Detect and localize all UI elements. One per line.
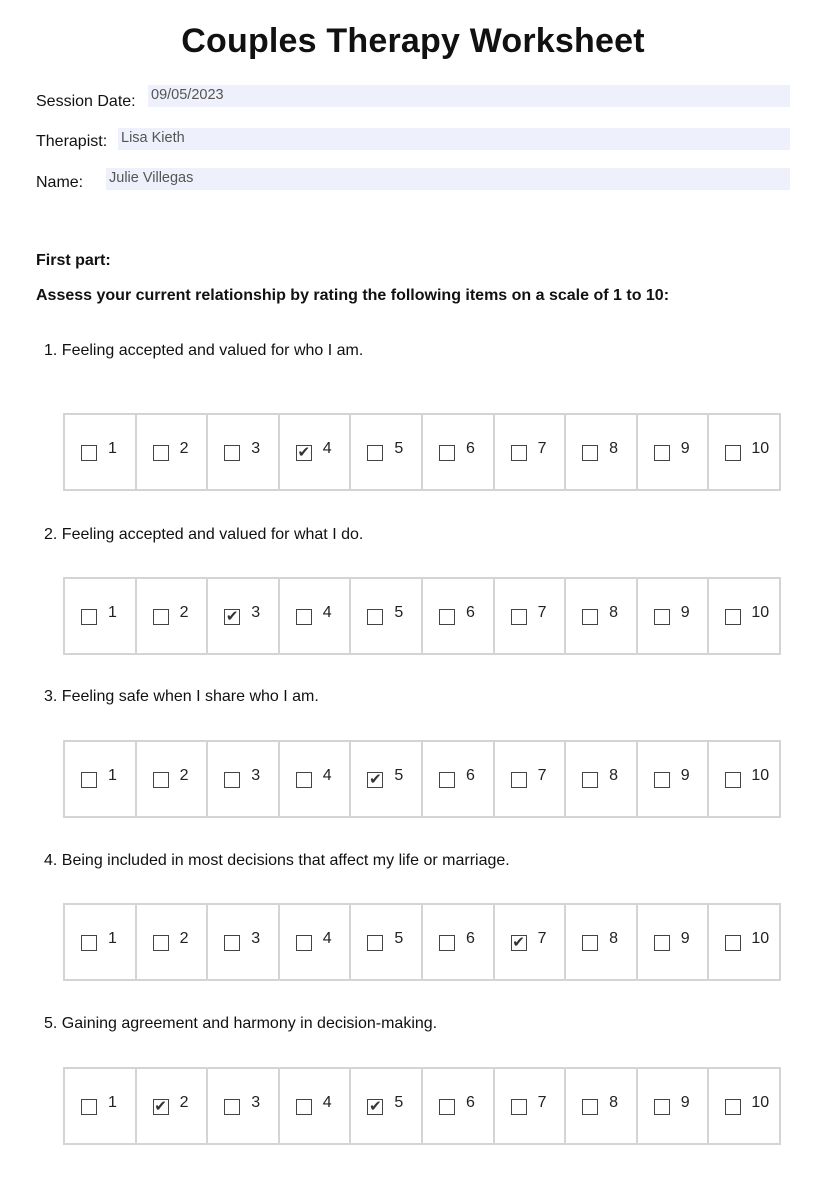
rating-checkbox[interactable] [153,445,169,461]
rating-number: 5 [394,604,404,621]
rating-option [137,742,209,816]
rating-checkbox[interactable] [511,772,527,788]
rating-number: 6 [465,440,475,457]
rating-number: 10 [751,604,770,621]
rating-checkbox[interactable] [224,772,240,788]
therapist-field[interactable]: Lisa Kieth [118,128,790,150]
rating-scale-2 [63,577,781,655]
rating-checkbox[interactable] [725,935,741,951]
rating-option [566,415,638,489]
rating-option [638,579,710,653]
rating-checkbox[interactable] [153,609,169,625]
rating-number: 8 [609,440,619,457]
rating-option [566,742,638,816]
rating-checkbox[interactable] [582,935,598,951]
rating-number: 5 [394,930,404,947]
rating-option [423,742,495,816]
rating-number: 1 [108,440,117,457]
rating-option [709,415,779,489]
rating-checkbox[interactable] [224,445,240,461]
rating-number: 2 [179,767,189,784]
rating-checkbox[interactable] [296,609,312,625]
rating-number: 2 [179,930,189,947]
rating-option [65,742,137,816]
rating-checkbox[interactable]: ✔ [369,771,382,788]
rating-checkbox[interactable] [296,1099,312,1115]
rating-number: 9 [680,604,690,621]
rating-option [280,742,352,816]
rating-option [351,579,423,653]
rating-number: 6 [465,767,475,784]
rating-option [566,905,638,979]
rating-option [280,415,352,489]
rating-checkbox[interactable] [296,935,312,951]
rating-checkbox[interactable] [725,1099,741,1115]
rating-checkbox[interactable] [725,445,741,461]
rating-number: 1 [108,767,117,784]
rating-option [137,905,209,979]
rating-option [65,1069,137,1143]
rating-checkbox[interactable] [582,1099,598,1115]
instructions: Assess your current relationship by rating the following items on a scale of 1 to 10: [36,287,670,304]
rating-option [638,1069,710,1143]
rating-checkbox[interactable] [654,772,670,788]
rating-option [65,905,137,979]
rating-option [351,415,423,489]
rating-option [65,415,137,489]
rating-number: 7 [537,1094,547,1111]
rating-number: 2 [179,440,189,457]
name-field[interactable]: Julie Villegas [106,168,790,190]
rating-scale-3 [63,740,781,818]
rating-checkbox[interactable] [153,935,169,951]
rating-option [423,579,495,653]
rating-number: 10 [751,440,770,457]
rating-scale-5 [63,1067,781,1145]
rating-checkbox[interactable] [582,445,598,461]
rating-checkbox[interactable]: ✔ [225,608,239,625]
rating-checkbox[interactable] [511,445,527,461]
rating-number: 4 [322,1094,332,1111]
rating-number: 7 [537,930,547,947]
rating-number: 3 [251,604,261,621]
rating-option [495,742,567,816]
rating-number: 8 [609,604,619,621]
rating-number: 4 [322,930,332,947]
session-date-label: Session Date: [36,93,136,110]
rating-checkbox[interactable] [654,935,670,951]
rating-checkbox[interactable] [511,609,527,625]
rating-option [280,905,352,979]
rating-number: 7 [537,440,547,457]
page-title: Couples Therapy Worksheet [181,22,645,60]
rating-checkbox[interactable] [654,445,670,461]
rating-checkbox[interactable] [654,1099,670,1115]
rating-number: 1 [108,1094,117,1111]
rating-checkbox[interactable] [224,1099,240,1115]
rating-option [137,579,209,653]
rating-option [280,1069,352,1143]
rating-option [495,415,567,489]
rating-option [495,1069,567,1143]
rating-option [351,905,423,979]
rating-number: 9 [680,930,690,947]
question-3: 3. Feeling safe when I share who I am. [44,688,319,705]
rating-number: 7 [537,604,547,621]
rating-option [65,579,137,653]
rating-checkbox[interactable] [81,935,97,951]
rating-option [709,742,779,816]
therapist-label: Therapist: [36,133,108,150]
rating-number: 10 [751,767,770,784]
rating-option [208,579,280,653]
rating-checkbox[interactable] [439,935,455,951]
rating-checkbox[interactable] [439,445,455,461]
rating-option [208,1069,280,1143]
rating-checkbox[interactable]: ✔ [369,1098,382,1115]
rating-option [208,905,280,979]
rating-checkbox[interactable]: ✔ [512,934,525,951]
question-4: 4. Being included in most decisions that affect my life or marriage. [44,852,510,869]
rating-number: 1 [108,604,117,621]
rating-checkbox[interactable] [439,772,455,788]
session-date-field[interactable]: 09/05/2023 [148,85,790,107]
rating-option [566,579,638,653]
rating-number: 4 [322,604,332,621]
rating-number: 2 [179,1094,189,1111]
question-1: 1. Feeling accepted and valued for who I am. [44,342,364,359]
rating-option [208,415,280,489]
rating-number: 3 [251,767,261,784]
rating-scale-1 [63,413,781,491]
rating-number: 9 [680,1094,690,1111]
rating-number: 10 [751,1094,770,1111]
rating-option [638,905,710,979]
rating-checkbox[interactable] [367,935,383,951]
rating-checkbox[interactable] [81,772,97,788]
rating-number: 6 [465,930,475,947]
rating-option [351,742,423,816]
rating-option [709,579,779,653]
rating-number: 4 [322,767,332,784]
rating-checkbox[interactable] [81,445,97,461]
rating-scale-4 [63,903,781,981]
rating-option [423,415,495,489]
rating-checkbox[interactable] [81,1099,97,1115]
rating-number: 2 [179,604,189,621]
rating-number: 7 [537,767,547,784]
rating-checkbox[interactable] [654,609,670,625]
rating-number: 5 [394,1094,404,1111]
rating-number: 10 [751,930,770,947]
rating-checkbox[interactable] [367,445,383,461]
rating-option [423,905,495,979]
rating-checkbox[interactable] [153,772,169,788]
rating-number: 8 [609,767,619,784]
rating-option [423,1069,495,1143]
question-5: 5. Gaining agreement and harmony in decision-making. [44,1015,438,1032]
rating-number: 5 [394,767,404,784]
rating-number: 3 [251,440,261,457]
rating-number: 1 [108,930,117,947]
section-title: First part: [36,252,111,269]
rating-option [280,579,352,653]
rating-checkbox[interactable] [725,772,741,788]
rating-option [208,742,280,816]
rating-number: 6 [465,1094,475,1111]
rating-checkbox[interactable]: ✔ [297,444,311,461]
rating-option [137,415,209,489]
rating-option [566,1069,638,1143]
rating-checkbox[interactable] [81,609,97,625]
rating-checkbox[interactable]: ✔ [154,1098,167,1115]
rating-option [709,905,779,979]
rating-number: 8 [609,1094,619,1111]
rating-option [137,1069,209,1143]
rating-number: 4 [322,440,332,457]
rating-checkbox[interactable] [224,935,240,951]
rating-option [709,1069,779,1143]
rating-checkbox[interactable] [582,772,598,788]
rating-number: 6 [465,604,475,621]
rating-number: 9 [680,767,690,784]
rating-option [495,905,567,979]
rating-checkbox[interactable] [367,609,383,625]
rating-option [351,1069,423,1143]
rating-number: 8 [609,930,619,947]
rating-option [495,579,567,653]
question-2: 2. Feeling accepted and valued for what I do. [44,526,364,543]
rating-checkbox[interactable] [511,1099,527,1115]
name-label: Name: [36,174,84,191]
rating-number: 3 [251,930,261,947]
rating-number: 5 [394,440,404,457]
rating-checkbox[interactable] [439,609,455,625]
rating-number: 3 [251,1094,261,1111]
rating-option [638,415,710,489]
rating-checkbox[interactable] [582,609,598,625]
rating-checkbox[interactable] [439,1099,455,1115]
rating-checkbox[interactable] [725,609,741,625]
rating-checkbox[interactable] [296,772,312,788]
rating-number: 9 [680,440,690,457]
rating-option [638,742,710,816]
